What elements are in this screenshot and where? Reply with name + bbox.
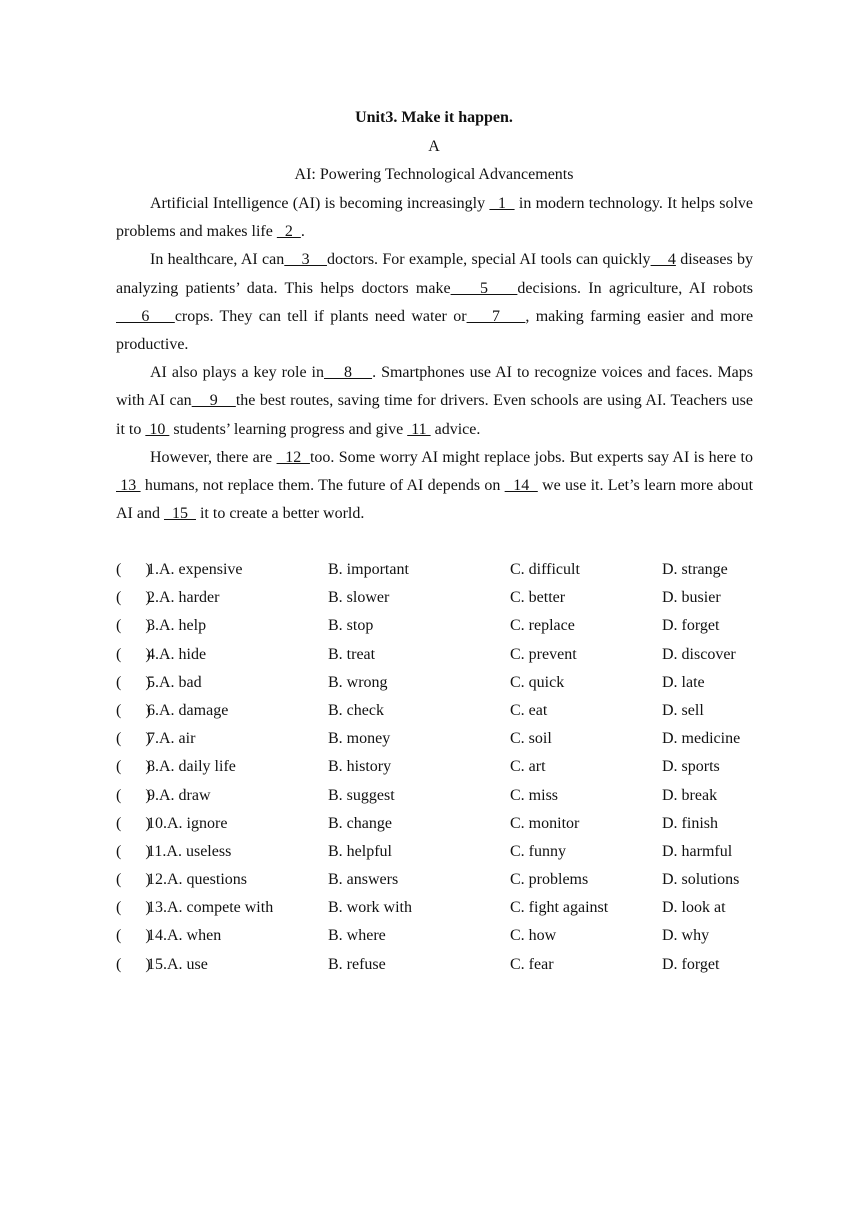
answer-blank[interactable]: 13 [116, 477, 141, 495]
passage-text: students’ learning progress and give [169, 420, 408, 438]
passage-text: , making farming easier and more productive. [116, 307, 754, 354]
answer-blank[interactable]: 3 [284, 251, 327, 269]
answer-blank[interactable]: 14 [504, 477, 538, 495]
option-d: D. sell [662, 701, 704, 719]
passage-paragraph [116, 359, 753, 444]
question-row [116, 584, 776, 612]
passage-text: it to create a better world. [195, 505, 365, 523]
passage-text: diseases by analyzing patients’ data. This helps doctors make [116, 251, 754, 297]
option-b: B. work with [328, 899, 412, 917]
passage-text: the best routes, saving time for drivers. Even schools are using AI. Teachers use it to [116, 392, 754, 438]
question-row [116, 951, 776, 979]
passage-text: humans, not replace them. The future of AI depends on [140, 477, 505, 495]
option-c: C. difficult [510, 561, 580, 578]
option-d: D. break [662, 786, 718, 804]
answer-bracket[interactable]: ( ) [116, 814, 151, 832]
passage-text: in modern technology. It helps solve problems and makes life [116, 195, 754, 241]
question-row [116, 612, 776, 640]
passage-text: doctors. For example, special AI tools can quickly [326, 251, 651, 269]
answer-bracket[interactable]: ( ) [116, 842, 151, 860]
option-b: B. where [328, 927, 386, 945]
option-b: B. slower [328, 589, 390, 607]
option-a: 13.A. compete with [147, 899, 274, 917]
answer-bracket[interactable]: ( ) [116, 645, 151, 663]
passage-text: However, there are [150, 448, 277, 466]
question-row [116, 810, 776, 838]
option-b: B. refuse [328, 955, 386, 973]
passage-text: AI also plays a key role in [150, 364, 324, 382]
option-b: B. answers [328, 871, 399, 889]
option-a: 15.A. use [147, 955, 208, 973]
option-a: 11.A. useless [147, 842, 232, 860]
option-c: C. how [510, 927, 557, 945]
option-b: B. helpful [328, 842, 392, 860]
option-b: B. suggest [328, 786, 395, 804]
cloze-passage [116, 190, 753, 528]
option-d: D. discover [662, 645, 736, 663]
passage-text: . Smartphones use AI to recognize voices and faces. Maps with AI can [116, 364, 754, 410]
answer-blank[interactable]: 12 [276, 448, 310, 466]
option-c: C. fear [510, 955, 554, 973]
option-a: 7.A. air [147, 730, 196, 748]
option-a: 12.A. questions [147, 871, 247, 889]
passage-text: decisions. In agriculture, AI robots [517, 279, 753, 297]
option-a: 10.A. ignore [147, 814, 228, 832]
option-a: 14.A. when [147, 927, 222, 945]
worksheet-title: Unit3. Make it happen. [355, 109, 513, 126]
answer-blank[interactable]: 1 [489, 195, 515, 212]
answer-bracket[interactable]: ( ) [116, 786, 151, 804]
passage-title: AI: Powering Technological Advancements [294, 166, 574, 183]
option-c: C. prevent [510, 645, 577, 663]
option-b: B. stop [328, 617, 374, 635]
answer-blank[interactable]: 7 [466, 307, 526, 325]
answer-blank[interactable]: 11 [407, 420, 431, 438]
option-d: D. strange [662, 561, 728, 578]
option-d: D. busier [662, 589, 721, 607]
passage-text: crops. They can tell if plants need water or [174, 307, 467, 325]
answer-blank[interactable]: 15 [163, 505, 196, 523]
passage-text: In healthcare, AI can [150, 251, 285, 269]
passage-text: we use it. Let’s learn more about AI and [116, 477, 754, 523]
option-a: 9.A. draw [147, 786, 211, 804]
option-a: 2.A. harder [147, 589, 220, 607]
option-c: C. problems [510, 871, 589, 889]
option-b: B. treat [328, 645, 376, 663]
option-d: D. harmful [662, 842, 733, 860]
option-a: 4.A. hide [147, 645, 207, 663]
option-d: D. finish [662, 814, 718, 832]
option-a: 8.A. daily life [147, 758, 236, 776]
passage-text: advice. [430, 420, 481, 438]
question-row [116, 894, 776, 922]
answer-bracket[interactable]: ( ) [116, 758, 151, 776]
question-row [116, 866, 776, 894]
option-d: D. late [662, 673, 705, 691]
answer-blank[interactable]: 10 [145, 420, 170, 438]
option-c: C. eat [510, 701, 548, 719]
answer-bracket[interactable]: ( ) [116, 899, 151, 917]
answer-bracket[interactable]: ( ) [116, 617, 151, 635]
question-row [116, 641, 776, 669]
question-row [116, 782, 776, 810]
answer-bracket[interactable]: ( ) [116, 701, 151, 719]
answer-bracket[interactable]: ( ) [116, 589, 151, 607]
option-c: C. monitor [510, 814, 580, 832]
question-row [116, 838, 776, 866]
option-c: C. miss [510, 786, 559, 804]
answer-bracket[interactable]: ( ) [116, 561, 151, 578]
question-row [116, 753, 776, 781]
answer-blank[interactable]: 8 [324, 364, 373, 382]
answer-blank[interactable]: 2 [276, 223, 301, 241]
passage-text: Artificial Intelligence (AI) is becoming increasingly [150, 195, 490, 212]
option-b: B. check [328, 701, 384, 719]
question-row [116, 556, 776, 584]
option-c: C. replace [510, 617, 575, 635]
question-row [116, 669, 776, 697]
answer-bracket[interactable]: ( ) [116, 927, 151, 945]
question-row [116, 697, 776, 725]
answer-bracket[interactable]: ( ) [116, 730, 151, 748]
option-b: B. important [328, 561, 409, 578]
answer-blank[interactable]: 6 [116, 307, 175, 325]
option-d: D. solutions [662, 871, 740, 889]
passage-paragraph [116, 444, 753, 529]
option-a: 6.A. damage [147, 701, 229, 719]
option-b: B. wrong [328, 673, 388, 691]
option-d: D. look at [662, 899, 726, 917]
option-c: C. fight against [510, 899, 609, 917]
option-c: C. quick [510, 673, 565, 691]
option-d: D. forget [662, 955, 720, 973]
option-b: B. change [328, 814, 392, 832]
passage-paragraph [116, 190, 753, 246]
option-a: 3.A. help [147, 617, 207, 635]
answer-bracket[interactable]: ( ) [116, 955, 151, 973]
option-d: D. forget [662, 617, 720, 635]
section-label: A [428, 138, 440, 155]
answer-blank[interactable]: 4 [650, 251, 676, 269]
option-a: 1.A. expensive [147, 561, 243, 578]
answer-bracket[interactable]: ( ) [116, 673, 151, 691]
question-row [116, 922, 776, 950]
question-list [116, 556, 776, 979]
passage-text: too. Some worry AI might replace jobs. But experts say AI is here to [309, 448, 754, 466]
option-c: C. better [510, 589, 566, 607]
option-c: C. funny [510, 842, 566, 860]
option-b: B. history [328, 758, 392, 776]
passage-text: . [300, 223, 305, 241]
option-c: C. soil [510, 730, 552, 748]
option-b: B. money [328, 730, 391, 748]
option-d: D. sports [662, 758, 720, 776]
option-a: 5.A. bad [147, 673, 202, 691]
answer-blank[interactable]: 9 [191, 392, 236, 410]
passage-paragraph [116, 246, 753, 359]
option-d: D. medicine [662, 730, 741, 748]
answer-blank[interactable]: 5 [450, 279, 518, 297]
option-d: D. why [662, 927, 710, 945]
answer-bracket[interactable]: ( ) [116, 871, 151, 889]
option-c: C. art [510, 758, 546, 776]
question-row [116, 725, 776, 753]
